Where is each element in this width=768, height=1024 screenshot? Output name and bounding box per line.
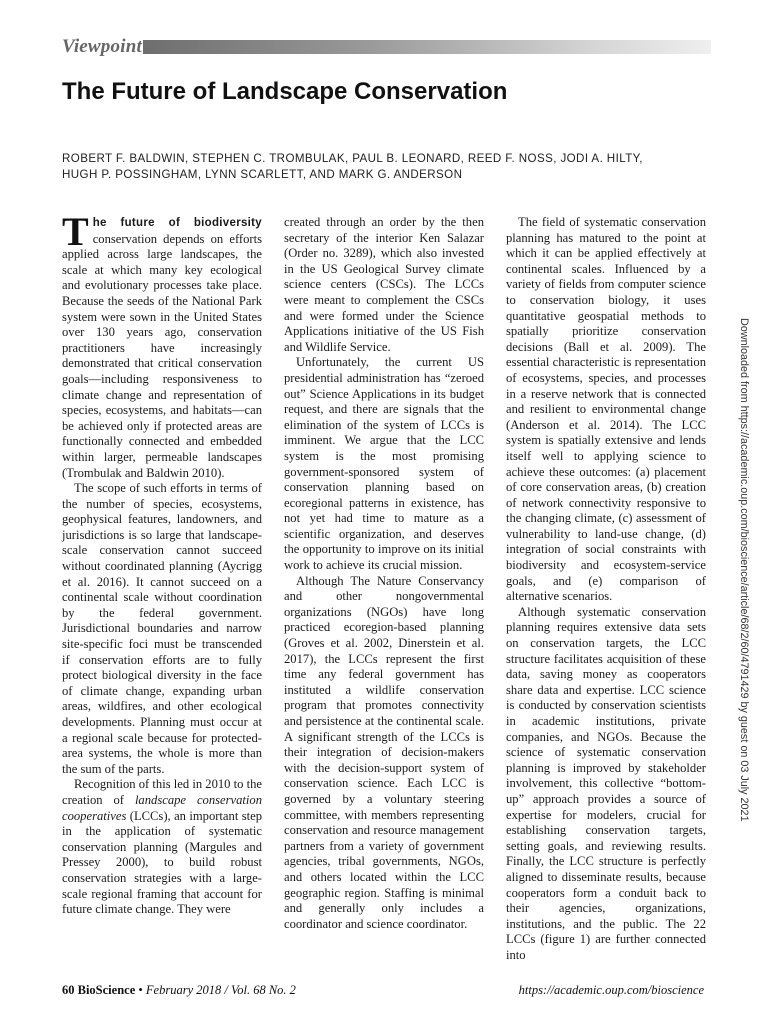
- footer-citation: [62, 983, 296, 998]
- author-line-1: ROBERT F. BALDWIN, STEPHEN C. TROMBULAK, PAUL B. LEONARD, REED F. NOSS, JODI A. HILTY,: [62, 152, 643, 165]
- journal-name: BioScience: [77, 983, 136, 997]
- paragraph-text: Recognition of this led in 2010 to the creation of: [62, 777, 262, 807]
- footer-url[interactable]: https://academic.oup.com/bioscience: [518, 983, 704, 997]
- paragraph: The field of systematic conservation planning has matured to the point at which it can be applied effectively at continental scales. Influenced by a variety of fields from computer science to conservation biology, it uses quantitative geospatial methods to spatially prioritize conservation decisions (Ball et al. 2009). The essential characteristic is representation of ecosystems, species, and processes in a reserve network that is connected and resilient to environmental change (Anderson et al. 2014). The LCC system is spatially extensive and lends itself well to applying science to achieve these outcomes: (a) placement of core conservation areas, (b) creation of network connectivity responsive to the changing climate, (c) assessment of vulnerability to land-use change, (d) integration of social constraints with biodiversity and ecosystem-service goals, and (e) comparison of alternative scenarios.: [506, 215, 706, 604]
- section-label: Viewpoint: [62, 36, 142, 57]
- paragraph: Unfortunately, the current US presidential administration has “zeroed out” Science Applications in its budget request, and there are signals that the elimination of the system of LCCs is imminent. We argue that the LCC system is the most promising government-sponsored system of conservation planning based on ecoregional patterns in existence, has not yet had time to mature as a scientific organization, and deserves the opportunity to improve on its initial work to achieve its crucial mission.: [284, 355, 484, 573]
- paragraph: [62, 209, 262, 481]
- lead-in-text: he future of biodiversity: [92, 217, 262, 229]
- body-column-3: [506, 215, 706, 964]
- paragraph: Although systematic conservation planning requires extensive data sets on conservation targets, the LCC structure facilitates acquisition of these data, saving money as cooperators share data and expertise. LCC science is conducted by conservation scientists in academic institutions, private companies, and NGOs. Because the science of systematic conservation planning is improved by stakeholder involvement, this collective “bottom-up” approach provides a source of expertise for modelers, crucial for establishing conservation targets, setting goals, and reviewing results. Finally, the LCC structure is perfectly aligned to disseminate results, because cooperators form a conduit back to their agencies, organizations, institutions, and the public. The 22 LCCs (figure 1) are further connected into: [506, 604, 706, 962]
- paragraph: created through an order by the then secretary of the interior Ken Salazar (Order no. 3289), which also invested in the US Geological Survey climate science centers (CSCs). The LCCs were meant to complement the CSCs and were formed under the Science Applications initiative of the US Fish and Wildlife Service.: [284, 215, 484, 354]
- bullet-separator: •: [138, 983, 143, 997]
- body-column-1: [62, 209, 262, 918]
- header-gradient-rule: [143, 40, 711, 54]
- paragraph: The scope of such efforts in terms of the number of species, ecosystems, geophysical features, landowners, and jurisdictions is so large that landscape-scale conservation cannot succeed without coordinated planning (Aycrigg et al. 2016). It cannot succeed on a continental scale without coordination by the federal government. Jurisdictional boundaries and narrow site-specific foci must be transcended if conservation efforts are to fully protect biological diversity in the face of climate change, expanding urban areas, wildfires, and other ecological developments. Planning must occur at a regional scale because for protected-area systems, the whole is more than the sum of the parts.: [62, 481, 262, 776]
- paragraph: [62, 777, 262, 917]
- paragraph: Although The Nature Conservancy and other nongovernmental organizations (NGOs) have long practiced ecoregion-based planning (Groves et al. 2002, Dinerstein et al. 2017), the LCCs represent the first time any federal government has instituted a wildlife conservation program that promotes connectivity and persistence at the continental scale. A significant strength of the LCCs is their integration of decision-makers with the decision-support system of conservation science. Each LCC is governed by a voluntary steering committee, with members representing conservation and resource management partners from a variety of government agencies, tribal governments, NGOs, and others located within the LCC geographic region. Staffing is minimal and generally only includes a coordinator and science coordinator.: [284, 573, 484, 931]
- author-line-2: HUGH P. POSSINGHAM, LYNN SCARLETT, AND MARK G. ANDERSON: [62, 168, 463, 181]
- page-number: 60: [62, 983, 75, 997]
- emphasized-term: landscape conservation cooperatives: [62, 792, 262, 823]
- paragraph-text: conservation depends on efforts applied across large landscapes, the scale at which many key ecological and evolutionary processes take place. Because the seeds of the National Park system were sown in the United States over 130 years ago, conservation practitioners have increasingly demonstrated that critical conservation goals—including responsiveness to climate change and representation of species, ecosystems, and habitats—can be achieved only if protected areas are functionally connected and embedded within larger, permeable landscapes (Trombulak and Baldwin 2010).: [62, 231, 262, 480]
- body-column-2: [284, 215, 484, 932]
- author-list: [62, 151, 662, 183]
- article-title: The Future of Landscape Conservation: [62, 78, 508, 105]
- drop-cap: T: [62, 209, 89, 254]
- issue-info: February 2018 / Vol. 68 No. 2: [145, 983, 296, 997]
- download-watermark: Downloaded from https://academic.oup.com/bioscience/article/68/2/60/4791429 by guest on 03 July 2021: [738, 318, 750, 822]
- paragraph-text: (LCCs), an important step in the application of systematic conservation planning (Margules and Pressey 2000), to build robust conservation strategies with a large-scale regional framing that account for future climate change. They were: [62, 808, 262, 917]
